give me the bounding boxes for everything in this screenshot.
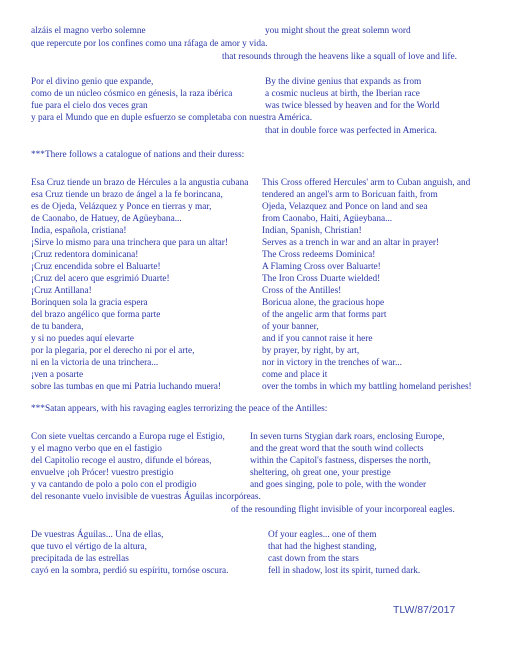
stanza3-english-line: Indian, Spanish, Christian! [262,226,362,236]
stanza3-english-line: by prayer, by right, by art, [262,346,360,356]
stanza3-spanish-line: esa Cruz tiende un brazo de ángel a la fe borincana, [31,190,223,200]
stanza3-english-line: of the angelic arm that forms part [262,310,387,320]
stanza3-english-line: Cross of the Antilles! [262,286,342,296]
stanza3-spanish-line: ¡Cruz del acero que esgrimió Duarte! [31,274,170,284]
stanza2-line5-english: that in double force was perfected in America. [265,126,437,136]
stanza4-line2-spanish: y el magno verbo que en el fastigio [31,444,162,454]
stanza3-spanish-line: India, española, cristiana! [31,226,127,236]
stanza4-line5-spanish: y va cantando de polo a polo con el prodigio [31,480,197,490]
stanza4-line5-english: and goes singing, pole to pole, with the wonder [250,480,427,490]
stanza4-line7-english: of the resounding flight invisible of your incorporeal eagles. [231,505,455,515]
stanza4-line1-english: In seven turns Stygian dark roars, enclosing Europe, [250,432,445,442]
stanza3-english-line: A Flaming Cross over Baluarte! [262,262,381,272]
stanza5-line4-spanish: cayó en la sombra, perdió su espíritu, tornóse oscura. [31,566,229,576]
stanza2-line1-english: By the divine genius that expands as from [265,77,422,87]
stanza3-english-line: Serves as a trench in war and an altar in prayer! [262,238,440,248]
stanza3-english-line: tendered an angel's arm to Boricuan faith, from [262,190,438,200]
stanza2-line3-english: was twice blessed by heaven and for the World [265,101,440,111]
stanza4-line6-spanish: del resonante vuelo invisible de vuestras Águilas incorpóreas. [31,492,261,502]
stanza3-spanish-line: del brazo angélico que forma parte [31,310,161,320]
stanza1-line1-english: you might shout the great solemn word [265,26,411,36]
stanza3-spanish-line: ¡Cruz encendida sobre el Baluarte! [31,262,161,272]
stanza4-line3-spanish: del Capitolio recoge el austro, difunde el bóreas, [31,456,212,466]
stanza3-spanish-line: de Caonabo, de Hatuey, de Agüeybana... [31,214,182,224]
stanza5-line2-english: that had the highest standing, [268,542,377,552]
stanza1-line2-spanish: que repercute por los confines como una ráfaga de amor y vida. [31,39,268,49]
stanza3-english-line: Ojeda, Velazquez and Ponce on land and sea [262,202,428,212]
stanza3-spanish-line: sobre las tumbas en que mi Patria luchando muera! [31,382,222,392]
stanza2-line2-english: a cosmic nucleus at birth, the Iberian race [265,89,420,99]
stanza4-line4-spanish: envuelve ¡oh Prócer! vuestro prestigio [31,468,174,478]
stanza5-line2-spanish: que tuvo el vértigo de la altura, [31,542,147,552]
stanza3-spanish-line: ¡Sirve lo mismo para una trinchera que para un altar! [31,238,228,248]
stanza3-english-line: nor in victory in the trenches of war... [262,358,402,368]
stanza5-line3-spanish: precipitada de las estrellas [31,554,129,564]
stanza4-line3-english: within the Capitol's fastness, disperses the north, [250,456,431,466]
stanza3-spanish-line: ¡Cruz Antillana! [31,286,92,296]
stanza3-spanish-line: de tu bandera, [31,322,84,332]
document-reference-footer: TLW/87/2017 [393,604,456,616]
stanza4-line1-spanish: Con siete vueltas cercando a Europa ruge el Estigio, [31,432,225,442]
stanza4-line4-english: sheltering, oh great one, your prestige [250,468,391,478]
stanza3-spanish-line: Esa Cruz tiende un brazo de Hércules a la angustia cubana [31,178,249,188]
editorial-note-satan: ***Satan appears, with his ravaging eagles terrorizing the peace of the Antilles: [31,404,328,414]
stanza2-line3-spanish: fue para el cielo dos veces gran [31,101,148,111]
stanza1-line1-spanish: alzáis el magno verbo solemne [31,26,146,36]
stanza5-line3-english: cast down from the stars [268,554,359,564]
stanza2-line2-spanish: como de un núcleo cósmico en génesis, la raza ibérica [31,89,233,99]
stanza5-line1-spanish: De vuestras Águilas... Una de ellas, [31,530,164,540]
stanza3-spanish-line: por la plegaria, por el derecho ni por el arte, [31,346,195,356]
stanza3-english-line: of your banner, [262,322,319,332]
stanza3-english-line: over the tombs in which my battling homeland perishes! [262,382,472,392]
stanza3-english-line: The Cross redeems Dominica! [262,250,376,260]
stanza3-english-line: Boricua alone, the gracious hope [262,298,385,308]
editorial-note-catalogue: ***There follows a catalogue of nations and their duress: [31,150,245,160]
stanza1-line3-english: that resounds through the heavens like a squall of love and life. [222,52,457,62]
stanza3-english-line: The Iron Cross Duarte wielded! [262,274,381,284]
stanza5-line1-english: Of your eagles... one of them [268,530,377,540]
stanza3-english-line: and if you cannot raise it here [262,334,373,344]
stanza5-line4-english: fell in shadow, lost its spirit, turned dark. [268,566,421,576]
stanza3-spanish-line: ¡ven a posarte [31,370,84,380]
stanza3-english-line: come and place it [262,370,328,380]
stanza3-spanish-line: ni en la victoria de una trinchera... [31,358,159,368]
stanza2-line1-spanish: Por el divino genio que expande, [31,77,154,87]
stanza3-spanish-line: y si no puedes aquí elevarte [31,334,135,344]
stanza3-spanish-line: ¡Cruz redentora dominicana! [31,250,139,260]
stanza3-english-line: This Cross offered Hercules' arm to Cuban anguish, and [262,178,471,188]
stanza2-line4-spanish: y para el Mundo que en duple esfuerzo se completaba con nuestra América. [31,113,313,123]
stanza4-line2-english: and the great word that the south wind collects [250,444,424,454]
stanza3-english-line: from Caonabo, Haiti, Agüeybana... [262,214,393,224]
stanza3-spanish-line: es de Ojeda, Velázquez y Ponce en tierras y mar, [31,202,212,212]
stanza3-spanish-line: Borinquen sola la gracia espera [31,298,148,308]
